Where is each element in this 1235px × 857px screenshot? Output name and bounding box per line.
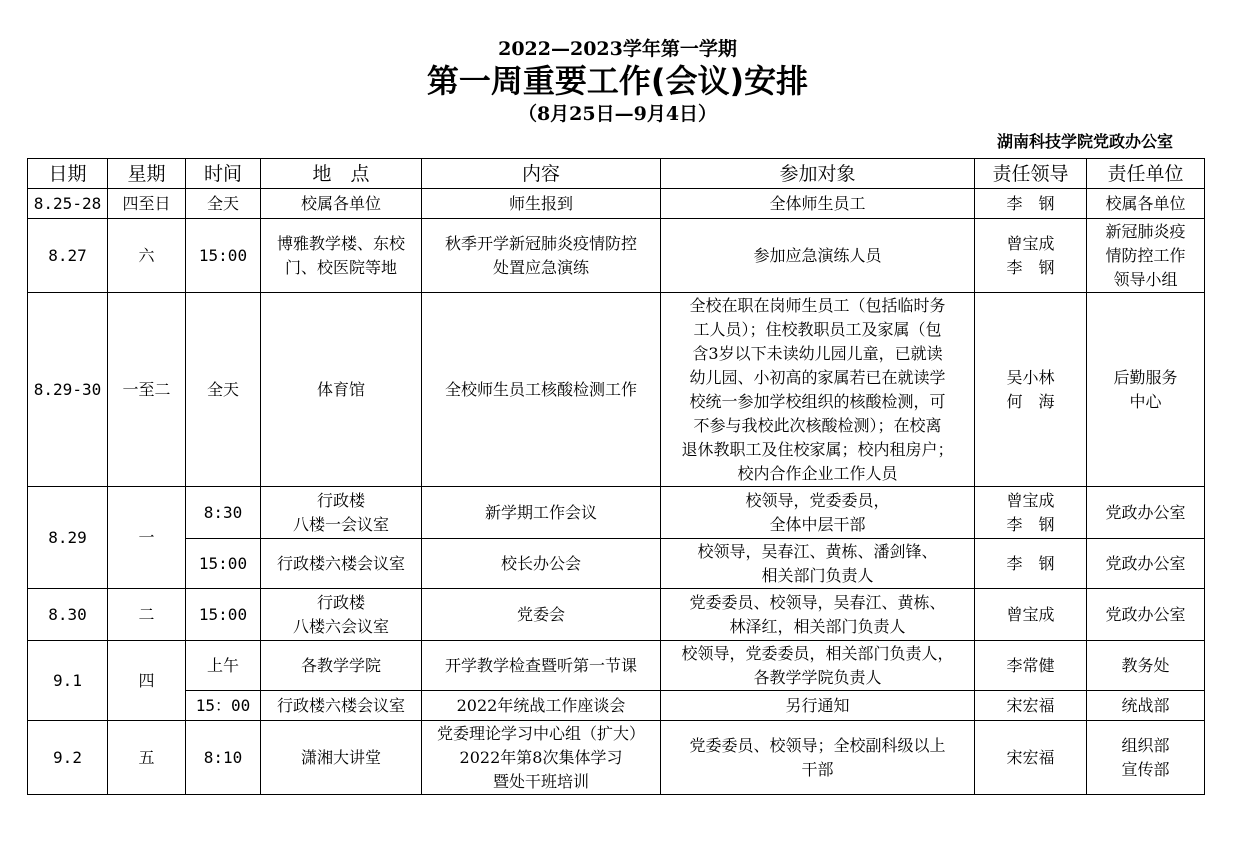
table-row (28, 487, 1205, 539)
cell-attendees: 校领导，党委委员，相关部门负责人， 各教学学院负责人 (661, 641, 975, 691)
issuing-office: 湖南科技学院党政办公室 (996, 132, 1173, 151)
cell-time: 上午 (186, 641, 261, 691)
cell-time: 15:00 (186, 589, 261, 641)
cell-place: 体育馆 (261, 293, 422, 487)
cell-place: 行政楼 八楼六会议室 (261, 589, 422, 641)
cell-leader: 李 钢 (975, 189, 1087, 219)
cell-attendees: 校领导，吴春江、黄栋、潘剑锋、 相关部门负责人 (661, 539, 975, 589)
cell-time: 15:00 (186, 219, 261, 293)
cell-unit: 党政办公室 (1087, 589, 1205, 641)
cell-unit: 党政办公室 (1087, 539, 1205, 589)
column-header-place: 地 点 (261, 159, 422, 189)
cell-leader: 曾宝成 李 钢 (975, 487, 1087, 539)
cell-attendees: 校领导，党委委员， 全体中层干部 (661, 487, 975, 539)
cell-attendees: 全校在职在岗师生员工（包括临时务 工人员）；住校教职员工及家属（包 含3岁以下未读幼儿园儿童，已就读 幼儿园、小初高的家属若已在就读学 校统一参加学校组织的核酸检测，可 不参与我校此次核酸检测）；在校离 退休教职工及住校家属；校内租房户； 校内合作企业工作人员 (661, 293, 975, 487)
schedule-table (27, 158, 1205, 795)
column-header-unit: 责任单位 (1087, 159, 1205, 189)
column-header-weekday: 星期 (108, 159, 186, 189)
cell-weekday: 六 (108, 219, 186, 293)
cell-time: 全天 (186, 189, 261, 219)
term-heading: 2022—2023学年第一学期 (498, 38, 737, 60)
cell-content: 党委会 (422, 589, 661, 641)
cell-content: 秋季开学新冠肺炎疫情防控 处置应急演练 (422, 219, 661, 293)
table-row (28, 721, 1205, 795)
cell-date: 8.30 (28, 589, 108, 641)
cell-attendees: 全体师生员工 (661, 189, 975, 219)
cell-weekday: 二 (108, 589, 186, 641)
table-row (28, 589, 1205, 641)
cell-weekday: 五 (108, 721, 186, 795)
cell-leader: 吴小林 何 海 (975, 293, 1087, 487)
cell-unit: 校属各单位 (1087, 189, 1205, 219)
cell-unit: 后勤服务 中心 (1087, 293, 1205, 487)
cell-weekday: 四至日 (108, 189, 186, 219)
cell-attendees: 另行通知 (661, 691, 975, 721)
cell-place: 行政楼六楼会议室 (261, 539, 422, 589)
table-row (28, 691, 1205, 721)
table-row (28, 219, 1205, 293)
cell-content: 党委理论学习中心组（扩大） 2022年第8次集体学习 暨处干班培训 (422, 721, 661, 795)
cell-content: 开学教学检查暨听第一节课 (422, 641, 661, 691)
cell-weekday: 一至二 (108, 293, 186, 487)
cell-weekday: 四 (108, 641, 186, 721)
cell-attendees: 党委委员、校领导；全校副科级以上 干部 (661, 721, 975, 795)
column-header-leader: 责任领导 (975, 159, 1087, 189)
cell-time: 15：00 (186, 691, 261, 721)
cell-unit: 党政办公室 (1087, 487, 1205, 539)
cell-attendees: 党委委员、校领导，吴春江、黄栋、 林泽红，相关部门负责人 (661, 589, 975, 641)
cell-weekday: 一 (108, 487, 186, 589)
cell-leader: 曾宝成 (975, 589, 1087, 641)
table-row (28, 539, 1205, 589)
page-title: 第一周重要工作(会议)安排 (426, 62, 809, 100)
cell-leader: 曾宝成 李 钢 (975, 219, 1087, 293)
column-header-date: 日期 (28, 159, 108, 189)
cell-place: 行政楼六楼会议室 (261, 691, 422, 721)
cell-content: 新学期工作会议 (422, 487, 661, 539)
cell-date: 9.1 (28, 641, 108, 721)
cell-unit: 新冠肺炎疫 情防控工作 领导小组 (1087, 219, 1205, 293)
cell-date: 9.2 (28, 721, 108, 795)
cell-place: 行政楼 八楼一会议室 (261, 487, 422, 539)
date-range: （8月25日—9月4日） (517, 103, 718, 125)
cell-date: 8.29-30 (28, 293, 108, 487)
cell-time: 15:00 (186, 539, 261, 589)
table-row (28, 641, 1205, 691)
table-row (28, 293, 1205, 487)
cell-content: 2022年统战工作座谈会 (422, 691, 661, 721)
column-header-attendees: 参加对象 (661, 159, 975, 189)
cell-leader: 宋宏福 (975, 721, 1087, 795)
cell-unit: 教务处 (1087, 641, 1205, 691)
cell-date: 8.29 (28, 487, 108, 589)
cell-place: 校属各单位 (261, 189, 422, 219)
cell-leader: 李 钢 (975, 539, 1087, 589)
cell-date: 8.27 (28, 219, 108, 293)
cell-time: 8:10 (186, 721, 261, 795)
cell-place: 各教学学院 (261, 641, 422, 691)
cell-time: 全天 (186, 293, 261, 487)
cell-place: 博雅教学楼、东校 门、校医院等地 (261, 219, 422, 293)
column-header-content: 内容 (422, 159, 661, 189)
cell-leader: 李常健 (975, 641, 1087, 691)
cell-unit: 组织部 宣传部 (1087, 721, 1205, 795)
cell-content: 校长办公会 (422, 539, 661, 589)
table-header-row (28, 159, 1205, 189)
cell-leader: 宋宏福 (975, 691, 1087, 721)
cell-time: 8:30 (186, 487, 261, 539)
cell-content: 全校师生员工核酸检测工作 (422, 293, 661, 487)
cell-place: 潇湘大讲堂 (261, 721, 422, 795)
cell-unit: 统战部 (1087, 691, 1205, 721)
cell-attendees: 参加应急演练人员 (661, 219, 975, 293)
column-header-time: 时间 (186, 159, 261, 189)
table-row (28, 189, 1205, 219)
cell-date: 8.25-28 (28, 189, 108, 219)
cell-content: 师生报到 (422, 189, 661, 219)
